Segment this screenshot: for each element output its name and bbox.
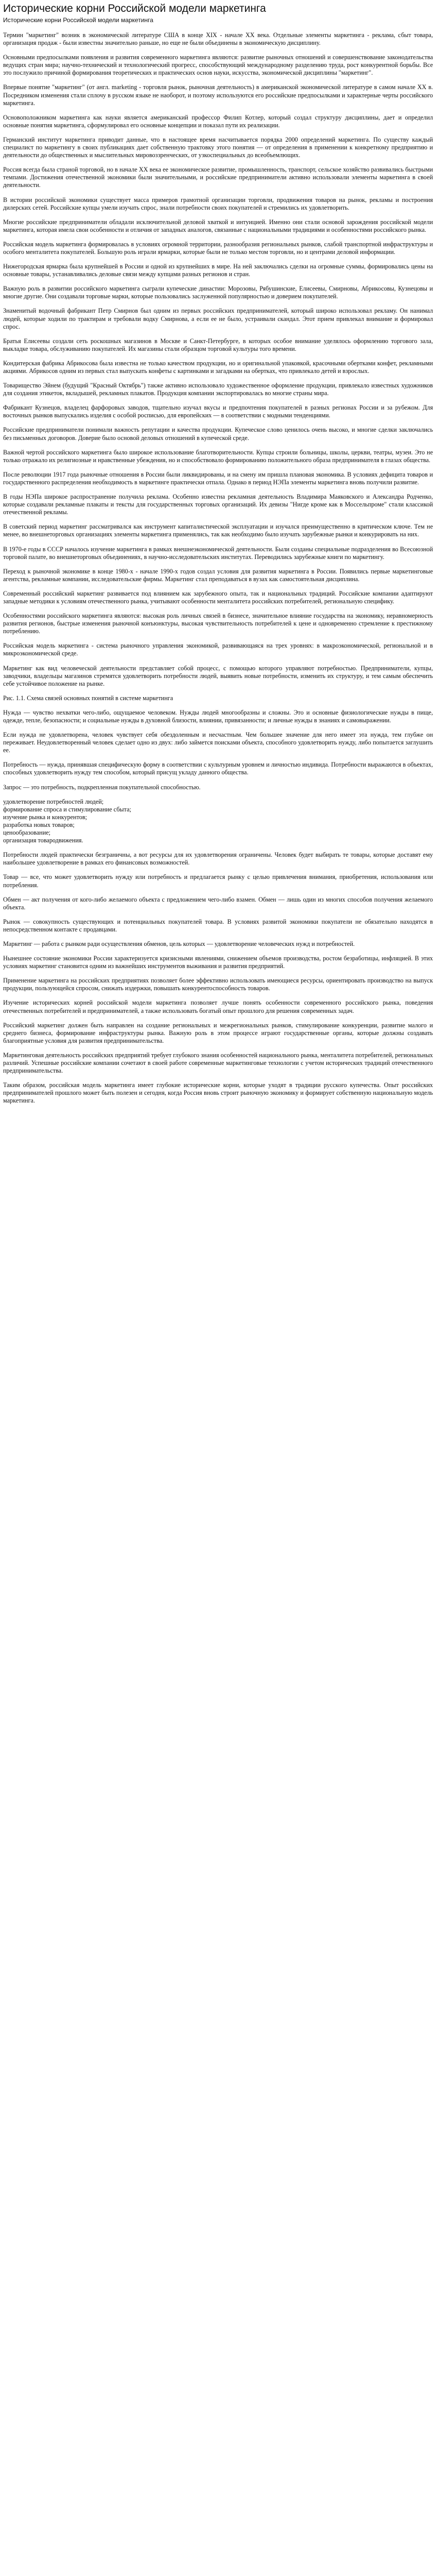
list-item: формирование спроса и стимулирование сбыта; (3, 805, 131, 813)
paragraph: Современный российский маркетинг развивается под влиянием как зарубежного опыта, так и национальных традиций. Российские компании адаптируют западные методики к условиям отечественного рынка, учитывают особенности менталитета российских потребителей, региональную специфику. (3, 589, 433, 605)
paragraph: Российский маркетинг должен быть направлен на создание региональных и межрегиональных рынков, стимулирование конкуренции, развитие малого и среднего бизнеса, формирование инфраструктуры рынка. Важную роль в этом процессе играют государственные органы, которые должны создавать благоприятные условия для развития предпринимательства. (3, 1021, 433, 1044)
paragraph: Таким образом, российская модель маркетинга имеет глубокие исторические корни, которые уходят в традиции русского купечества. Опыт российских предпринимателей прошлого может быть полезен и сегодня, когда Россия вновь строит рыночную экономику и формирует собственную национальную модель маркетинга. (3, 1081, 433, 1105)
document-body (3, 31, 433, 1105)
list-item: разработка новых товаров; (3, 821, 75, 828)
paragraph: Нужда — чувство нехватки чего-либо, ощущаемое человеком. Нужды людей многообразны и сложны. Это и основные физиологические нужды в пище, одежде, тепле, безопасности; и социальные нужды в духовной близости, влиянии, привязанности; и личные нужды в знаниях и самовыражении. (3, 708, 433, 724)
paragraph: Маркетинговая деятельность российских предприятий требует глубокого знания особенностей национального рынка, менталитета потребителей, региональных различий. Успешные российские компании сочетают в своей работе современные маркетинговые технологии с учетом исторических традиций отечественного предпринимательства. (3, 1051, 433, 1075)
paragraph: В истории российской экономики существует масса примеров грамотной организации торговли, продвижения товаров на рынок, рекламы и построения дилерских сетей. Российские купцы умели изучать спрос, знали потребности своих покупателей и стремились их удовлетворить. (3, 196, 433, 211)
paragraph: Переход к рыночной экономике в конце 1980-х - начале 1990-х годов создал условия для развития маркетинга в России. Появились первые маркетинговые агентства, рекламные компании, исследовательские фирмы. Маркетинг стал преподаваться в вузах как самостоятельная дисциплина. (3, 567, 433, 583)
paragraph: Основными предпосылками появления и развития современного маркетинга являются: развитие рыночных отношений и совершенствование законодательства ведущих стран мира; научно-технический и технологический прогресс, способствующий международному разделению труда, рост конкурентной борьбы. Все это послужило причиной формирования теоретических и практических основ науки, искусства, экономической дисциплины "маркетинг". (3, 54, 433, 77)
list-item: организация товародвижения. (3, 837, 83, 844)
paragraph: Термин "маркетинг" возник в экономической литературе США в конце XIX - начале XX века. Отдельные элементы маркетинга - реклама, сбыт товара, организация продаж - были известны значительно раньше, но еще не были объединены в экономическую дисциплину. (3, 31, 433, 47)
document-page (0, 0, 436, 1116)
paragraph: Россия всегда была страной торговой, но в начале XX века ее экономическое развитие, промышленность, транспорт, сельское хозяйство развивались быстрыми темпами. Достижения отечественной экономики были значительными, и российские предприниматели активно использовали элементы маркетинга в своей деятельности. (3, 166, 433, 189)
paragraph: Обмен — акт получения от кого-либо желаемого объекта с предложением чего-либо взамен. Обмен — лишь один из многих способов получения желаемого объекта. (3, 895, 433, 911)
list-item: удовлетворение потребностей людей; (3, 798, 104, 805)
paragraph: В годы НЭПа широкое распространение получила реклама. Особенно известна рекламная деятельность Владимира Маяковского и Александра Родченко, которые создавали рекламные плакаты и тексты для государственных торговых организаций. Их девизы "Нигде кроме как в Моссельпроме" стали классикой отечественной рекламы. (3, 493, 433, 516)
paragraph: Российская модель маркетинга - система рыночного управления экономикой, развивающаяся на трех уровнях: в макроэкономической, региональной и в микроэкономической среде. (3, 642, 433, 657)
paragraph: Потребность — нужда, принявшая специфическую форму в соответствии с культурным уровнем и личностью индивида. Потребности выражаются в объектах, способных удовлетворить нужду тем способом, который присущ укладу данного общества. (3, 761, 433, 776)
page-subtitle: Исторические корни Российской модели маркетинга (3, 16, 153, 24)
paragraph: Российская модель маркетинга формировалась в условиях огромной территории, разнообразия региональных рынков, слабой транспортной инфраструктуры и особого менталитета покупателей. Большую роль играли ярмарки, которые были не только местом торговли, но и центрами деловой информации. (3, 240, 433, 256)
paragraph: Маркетинг как вид человеческой деятельности представляет собой процесс, с помощью которого управляют потребностью. Предприниматели, купцы, заводчики, владельцы магазинов стремятся удовлетворить потребности людей, выявить новые потребности, изменить их структуру, и тем самым обеспечить себе устойчивое положение на рынке. (3, 664, 433, 687)
paragraph: После революции 1917 года рыночные отношения в России были ликвидированы, и на смену им пришла плановая экономика. В условиях дефицита товаров и государственного распределения необходимость в маркетинге практически отпала. Однако в период НЭПа элементы маркетинга вновь получили развитие. (3, 470, 433, 486)
paragraph: Нижегородская ярмарка была крупнейшей в России и одной из крупнейших в мире. На ней заключались сделки на огромные суммы, формировались цены на основные товары, устанавливались деловые связи между купцами разных регионов и стран. (3, 263, 433, 278)
paragraph: Изучение исторических корней российской модели маркетинга позволяет лучше понять особенности современного российского рынка, поведения отечественных потребителей и предпринимателей, а также использовать богатый опыт прошлого для решения современных задач. (3, 999, 433, 1014)
paragraph: Запрос — это потребность, подкрепленная покупательной способностью. (3, 783, 201, 791)
paragraph: Нынешнее состояние экономики России характеризуется кризисными явлениями, снижением объемов производства, ростом безработицы, инфляцией. В этих условиях маркетинг становится одним из важнейших инструментов выживания и развития предприятий. (3, 955, 433, 970)
paragraph: Рис. 1.1. Схема связей основных понятий в системе маркетинга (3, 694, 173, 702)
paragraph: Маркетинг — работа с рынком ради осуществления обменов, цель которых — удовлетворение человеческих нужд и потребностей. (3, 940, 355, 947)
paragraph: Особенностями российского маркетинга являются: высокая роль личных связей в бизнесе, значительное влияние государства на экономику, неравномерность развития регионов, быстрые изменения рыночной конъюнктуры, высокая чувствительность потребителей к цене и одновременно стремление к престижному потреблению. (3, 612, 433, 635)
paragraph: Применение маркетинга на российских предприятиях позволяет более эффективно использовать имеющиеся ресурсы, ориентировать производство на выпуск продукции, пользующейся спросом, снижать издержки, повышать конкурентоспособность товаров. (3, 977, 433, 992)
paragraph: Рынок — совокупность существующих и потенциальных покупателей товара. В условиях развитой экономики покупатели не обязательно находятся в непосредственном контакте с продавцами. (3, 918, 433, 933)
list (3, 798, 433, 845)
paragraph: Кондитерская фабрика Абрикосова была известна не только качеством продукции, но и оригинальной упаковкой, красочными обертками конфет, рекламными акциями. Абрикосов одним из первых стал выпускать конфеты с картинками и загадками на обертках, что привлекало детей и взрослых. (3, 359, 433, 375)
paragraph: Знаменитый водочный фабрикант Петр Смирнов был одним из первых российских предпринимателей, который широко использовал рекламу. Он нанимал людей, которые ходили по трактирам и требовали водку Смирнова, а если ее не было, устраивали скандал. Этот прием привлекал внимание и формировал спрос. (3, 307, 433, 330)
paragraph: Потребности людей практически безграничны, а вот ресурсы для их удовлетворения ограничены. Человек будет выбирать те товары, которые доставят ему наибольшее удовлетворение в рамках его финансовых возможностей. (3, 851, 433, 867)
paragraph: Если нужда не удовлетворена, человек чувствует себя обездоленным и несчастным. Чем большее значение для него имеет эта нужда, тем глубже он переживает. Неудовлетворенный человек сделает одно из двух: либо займется поисками объекта, способного удовлетворить нужду, либо попытается заглушить ее. (3, 731, 433, 754)
paragraph: Товарищество Эйнем (будущий "Красный Октябрь") также активно использовало художественное оформление продукции, привлекало известных художников для создания этикеток, вкладышей, рекламных плакатов. Продукция компании экспортировалась во многие страны мира. (3, 382, 433, 397)
page-title: Исторические корни Российской модели маркетинга (3, 3, 266, 14)
paragraph: Братья Елисеевы создали сеть роскошных магазинов в Москве и Санкт-Петербурге, в которых особое внимание уделялось оформлению торгового зала, выкладке товара, обслуживанию покупателей. Их магазины стали образцом торговой культуры того времени. (3, 337, 433, 352)
paragraph: Многие российские предприниматели обладали исключительной деловой хваткой и интуицией. Именно они стали основой зарождения российской модели маркетинга, которая имела свои особенности и отличия от западных аналогов, связанные с национальными традициями и особенностями российского рынка. (3, 218, 433, 233)
paragraph: В 1970-е годы в СССР началось изучение маркетинга в рамках внешнеэкономической деятельности. Были созданы специальные подразделения во Всесоюзной торговой палате, во внешнеторговых объединениях, в научно-исследовательских институтах. Переводились зарубежные книги по маркетингу. (3, 545, 433, 561)
paragraph: Впервые понятие "маркетинг" (от англ. marketing - торговля рынок, рыночная деятельность) в американской экономической литературе в самом начале XX в. Посредником изменения стали сплочу в русском языке не наоборот, и поэтому используются его российские предпосылками и характерные черты российского маркетинга. (3, 83, 433, 107)
paragraph: Основоположником маркетинга как науки является американский профессор Филип Котлер, который создал структуру дисциплины, дает и определил основные понятия маркетинга, сформулировал его основные концепции и показал пути их реализации. (3, 113, 433, 129)
paragraph: Товар — все, что может удовлетворить нужду или потребность и предлагается рынку с целью привлечения внимания, приобретения, использования или потребления. (3, 873, 433, 889)
list-item: изучение рынка и конкурентов; (3, 813, 87, 821)
paragraph: Германский институт маркетинга приводит данные, что в настоящее время насчитывается порядка 2000 определений маркетинга. По существу каждый специалист по маркетингу в своих публикациях дает собственную трактовку этого понятия — от определения в применении к конкретному предприятию и деятельности до общественных и мыслительных мировоззренческих, от узкоспециальных до всеобъемлющих. (3, 135, 433, 159)
paragraph: Российские предприниматели понимали важность репутации и качества продукции. Купеческое слово ценилось очень высоко, и многие сделки заключались без письменных договоров. Доверие было основой деловых отношений в купеческой среде. (3, 426, 433, 442)
paragraph: В советский период маркетинг рассматривался как инструмент капиталистической эксплуатации и изучался преимущественно в критическом ключе. Тем не менее, во внешнеторговых организациях элементы маркетинга применялись, так как необходимо было изучать зарубежные рынки и конкурировать на них. (3, 523, 433, 538)
paragraph: Важную роль в развитии российского маркетинга сыграли купеческие династии: Морозовы, Рябушинские, Елисеевы, Смирновы, Абрикосовы, Кузнецовы и многие другие. Они создавали торговые марки, которые пользовались заслуженной популярностью и доверием покупателей. (3, 285, 433, 300)
paragraph: Фабрикант Кузнецов, владелец фарфоровых заводов, тщательно изучал вкусы и предпочтения покупателей в разных регионах России и за рубежом. Для восточных рынков выпускались изделия с особой росписью, для европейских — в соответствии с модными тенденциями. (3, 404, 433, 419)
paragraph: Важной чертой российского маркетинга было широкое использование благотворительности. Купцы строили больницы, школы, церкви, театры, музеи. Это не только отражало их религиозные и нравственные убеждения, но и способствовало формированию положительного образа предпринимателя в глазах общества. (3, 448, 433, 464)
list-item: ценообразование; (3, 829, 51, 837)
